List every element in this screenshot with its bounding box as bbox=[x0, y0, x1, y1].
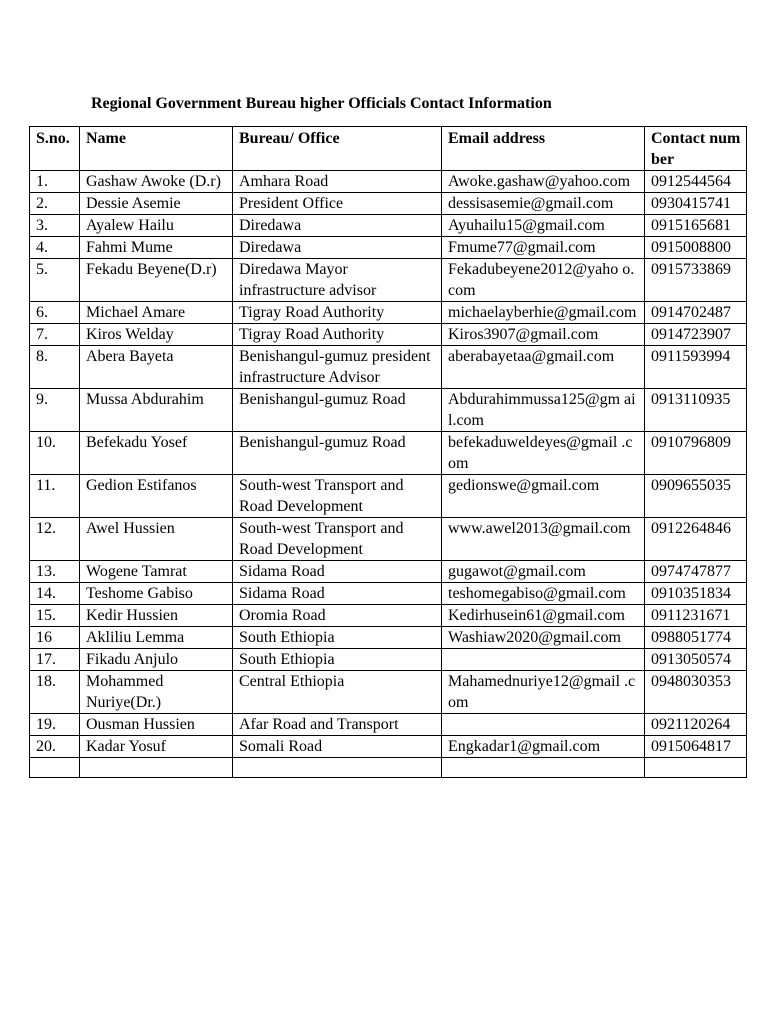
office-cell: Central Ethiopia bbox=[233, 671, 442, 714]
sno-cell: 11. bbox=[30, 475, 80, 518]
email-cell: Ayuhailu15@gmail.com bbox=[442, 215, 645, 237]
table-row bbox=[30, 714, 747, 736]
contact-cell: 0911231671 bbox=[645, 605, 747, 627]
sno-cell: 4. bbox=[30, 237, 80, 259]
sno-cell: 8. bbox=[30, 346, 80, 389]
sno-cell: 19. bbox=[30, 714, 80, 736]
office-cell: Benishangul-gumuz Road bbox=[233, 432, 442, 475]
table-row bbox=[30, 518, 747, 561]
table-row bbox=[30, 193, 747, 215]
table-body bbox=[30, 171, 747, 778]
sno-cell: 13. bbox=[30, 561, 80, 583]
empty-cell bbox=[30, 758, 80, 778]
office-cell: South Ethiopia bbox=[233, 649, 442, 671]
sno-cell: 17. bbox=[30, 649, 80, 671]
email-cell: Abdurahimmussa125@gm ail.com bbox=[442, 389, 645, 432]
sno-cell: 10. bbox=[30, 432, 80, 475]
email-cell: michaelayberhie@gmail.com bbox=[442, 302, 645, 324]
office-cell: Diredawa Mayor infrastructure advisor bbox=[233, 259, 442, 302]
name-cell: Teshome Gabiso bbox=[80, 583, 233, 605]
office-cell: Benishangul-gumuz Road bbox=[233, 389, 442, 432]
empty-table-row bbox=[30, 758, 747, 778]
column-header-sno: S.no. bbox=[30, 127, 80, 171]
contact-cell: 0915733869 bbox=[645, 259, 747, 302]
table-header bbox=[30, 127, 747, 171]
email-cell: Washiaw2020@gmail.com bbox=[442, 627, 645, 649]
office-cell: Sidama Road bbox=[233, 583, 442, 605]
contact-cell: 0912544564 bbox=[645, 171, 747, 193]
name-cell: Gashaw Awoke (D.r) bbox=[80, 171, 233, 193]
email-cell: Kedirhusein61@gmail.com bbox=[442, 605, 645, 627]
sno-cell: 9. bbox=[30, 389, 80, 432]
email-cell: Mahamednuriye12@gmail .com bbox=[442, 671, 645, 714]
email-cell bbox=[442, 649, 645, 671]
email-cell: dessisasemie@gmail.com bbox=[442, 193, 645, 215]
name-cell: Ousman Hussien bbox=[80, 714, 233, 736]
email-cell: Fmume77@gmail.com bbox=[442, 237, 645, 259]
name-cell: Kedir Hussien bbox=[80, 605, 233, 627]
sno-cell: 16 bbox=[30, 627, 80, 649]
name-cell: Fahmi Mume bbox=[80, 237, 233, 259]
header-row bbox=[30, 127, 747, 171]
table-row bbox=[30, 671, 747, 714]
office-cell: Afar Road and Transport bbox=[233, 714, 442, 736]
sno-cell: 2. bbox=[30, 193, 80, 215]
sno-cell: 3. bbox=[30, 215, 80, 237]
email-cell: Awoke.gashaw@yahoo.com bbox=[442, 171, 645, 193]
office-cell: South Ethiopia bbox=[233, 627, 442, 649]
empty-cell bbox=[80, 758, 233, 778]
empty-cell bbox=[442, 758, 645, 778]
sno-cell: 1. bbox=[30, 171, 80, 193]
name-cell: Mohammed Nuriye(Dr.) bbox=[80, 671, 233, 714]
contact-cell: 0914723907 bbox=[645, 324, 747, 346]
contact-cell: 0915008800 bbox=[645, 237, 747, 259]
empty-cell bbox=[233, 758, 442, 778]
table-row bbox=[30, 475, 747, 518]
contact-cell: 0913110935 bbox=[645, 389, 747, 432]
column-header-email: Email address bbox=[442, 127, 645, 171]
contact-cell: 0913050574 bbox=[645, 649, 747, 671]
table-row bbox=[30, 561, 747, 583]
empty-cell bbox=[645, 758, 747, 778]
name-cell: Awel Hussien bbox=[80, 518, 233, 561]
table-row bbox=[30, 346, 747, 389]
contact-cell: 0910796809 bbox=[645, 432, 747, 475]
table-row bbox=[30, 389, 747, 432]
email-cell: gedionswe@gmail.com bbox=[442, 475, 645, 518]
email-cell: Engkadar1@gmail.com bbox=[442, 736, 645, 758]
table-row bbox=[30, 302, 747, 324]
office-cell: Diredawa bbox=[233, 215, 442, 237]
office-cell: Amhara Road bbox=[233, 171, 442, 193]
table-row bbox=[30, 324, 747, 346]
contact-cell: 0988051774 bbox=[645, 627, 747, 649]
contacts-table bbox=[29, 126, 747, 778]
table-row bbox=[30, 736, 747, 758]
office-cell: South-west Transport and Road Development bbox=[233, 518, 442, 561]
office-cell: Oromia Road bbox=[233, 605, 442, 627]
table-row bbox=[30, 583, 747, 605]
office-cell: Diredawa bbox=[233, 237, 442, 259]
contact-cell: 0914702487 bbox=[645, 302, 747, 324]
sno-cell: 15. bbox=[30, 605, 80, 627]
office-cell: Tigray Road Authority bbox=[233, 302, 442, 324]
table-row bbox=[30, 237, 747, 259]
email-cell: www.awel2013@gmail.com bbox=[442, 518, 645, 561]
table-row bbox=[30, 432, 747, 475]
email-cell: gugawot@gmail.com bbox=[442, 561, 645, 583]
email-cell: befekaduweldeyes@gmail .com bbox=[442, 432, 645, 475]
office-cell: Tigray Road Authority bbox=[233, 324, 442, 346]
contact-cell: 0915064817 bbox=[645, 736, 747, 758]
email-cell: Kiros3907@gmail.com bbox=[442, 324, 645, 346]
sno-cell: 20. bbox=[30, 736, 80, 758]
contact-cell: 0915165681 bbox=[645, 215, 747, 237]
sno-cell: 5. bbox=[30, 259, 80, 302]
office-cell: President Office bbox=[233, 193, 442, 215]
contact-cell: 0948030353 bbox=[645, 671, 747, 714]
sno-cell: 14. bbox=[30, 583, 80, 605]
name-cell: Wogene Tamrat bbox=[80, 561, 233, 583]
table-row bbox=[30, 171, 747, 193]
sno-cell: 18. bbox=[30, 671, 80, 714]
name-cell: Gedion Estifanos bbox=[80, 475, 233, 518]
contact-cell: 0909655035 bbox=[645, 475, 747, 518]
name-cell: Fikadu Anjulo bbox=[80, 649, 233, 671]
office-cell: Somali Road bbox=[233, 736, 442, 758]
table-row bbox=[30, 259, 747, 302]
name-cell: Fekadu Beyene(D.r) bbox=[80, 259, 233, 302]
contact-cell: 0911593994 bbox=[645, 346, 747, 389]
table-row bbox=[30, 605, 747, 627]
email-cell: Fekadubeyene2012@yaho o.com bbox=[442, 259, 645, 302]
email-cell: aberabayetaa@gmail.com bbox=[442, 346, 645, 389]
page-title: Regional Government Bureau higher Officials Contact Information bbox=[91, 95, 552, 112]
sno-cell: 7. bbox=[30, 324, 80, 346]
column-header-name: Name bbox=[80, 127, 233, 171]
name-cell: Dessie Asemie bbox=[80, 193, 233, 215]
name-cell: Kiros Welday bbox=[80, 324, 233, 346]
name-cell: Akliliu Lemma bbox=[80, 627, 233, 649]
office-cell: Benishangul-gumuz president infrastructure Advisor bbox=[233, 346, 442, 389]
office-cell: South-west Transport and Road Development bbox=[233, 475, 442, 518]
contact-cell: 0912264846 bbox=[645, 518, 747, 561]
email-cell: teshomegabiso@gmail.com bbox=[442, 583, 645, 605]
name-cell: Michael Amare bbox=[80, 302, 233, 324]
table-row bbox=[30, 649, 747, 671]
contact-cell: 0921120264 bbox=[645, 714, 747, 736]
contact-cell: 0930415741 bbox=[645, 193, 747, 215]
sno-cell: 6. bbox=[30, 302, 80, 324]
name-cell: Befekadu Yosef bbox=[80, 432, 233, 475]
name-cell: Abera Bayeta bbox=[80, 346, 233, 389]
name-cell: Ayalew Hailu bbox=[80, 215, 233, 237]
table-row bbox=[30, 215, 747, 237]
email-cell bbox=[442, 714, 645, 736]
name-cell: Mussa Abdurahim bbox=[80, 389, 233, 432]
sno-cell: 12. bbox=[30, 518, 80, 561]
column-header-office: Bureau/ Office bbox=[233, 127, 442, 171]
contact-cell: 0910351834 bbox=[645, 583, 747, 605]
table-row bbox=[30, 627, 747, 649]
contact-cell: 0974747877 bbox=[645, 561, 747, 583]
column-header-contact: Contact number bbox=[645, 127, 747, 171]
office-cell: Sidama Road bbox=[233, 561, 442, 583]
name-cell: Kadar Yosuf bbox=[80, 736, 233, 758]
